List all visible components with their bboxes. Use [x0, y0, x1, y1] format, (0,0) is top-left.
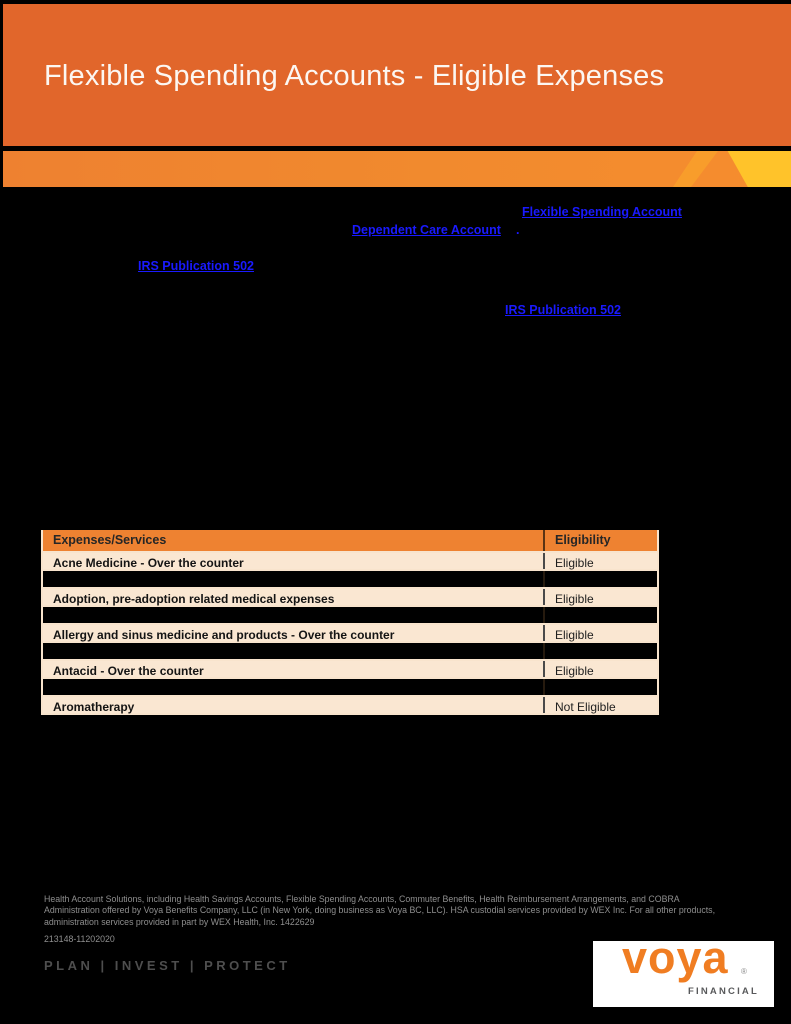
sentence-period: . — [516, 223, 520, 237]
disclaimer-line-3: administration services provided in part by WEX Health, Inc. 1422629 — [44, 916, 315, 927]
spacer-row — [43, 605, 657, 623]
column-header-eligibility: Eligibility — [543, 530, 657, 551]
irs-publication-502-link-2[interactable]: IRS Publication 502 — [505, 303, 622, 317]
expense-name: Aromatherapy — [53, 700, 135, 714]
eligibility-value: Not Eligible — [543, 697, 657, 713]
footer-disclaimer — [44, 894, 756, 928]
flexible-spending-account-link[interactable]: Flexible Spending Account — [522, 205, 682, 219]
spacer-row — [43, 569, 657, 587]
voya-logo-box — [593, 932, 774, 1007]
table-row — [43, 695, 657, 713]
expense-name: Acne Medicine - Over the counter — [53, 556, 244, 570]
irs-publication-502-link-1[interactable]: IRS Publication 502 — [138, 259, 255, 273]
brand-tagline: PLAN | INVEST | PROTECT — [44, 958, 291, 973]
orange-wedge-shape — [673, 151, 733, 187]
page-title: Flexible Spending Accounts - Eligible Expenses — [44, 60, 665, 92]
disclaimer-line-1: Health Account Solutions, including Health Savings Accounts, Flexible Spending Accounts, Commuter Benefits, Health Reimbursement Arrangements, and COBRA — [44, 894, 680, 904]
doc-number: 213148-11202020 — [44, 934, 115, 944]
accent-band — [3, 151, 791, 187]
eligibility-value: Eligible — [543, 553, 657, 569]
eligibility-value: Eligible — [543, 589, 657, 605]
table-row — [43, 659, 657, 677]
expenses-table — [41, 530, 659, 715]
registered-trademark-symbol: ® — [741, 967, 747, 976]
spacer-row — [43, 677, 657, 695]
disclaimer-line-2: Administration offered by Voya Benefits Company, LLC (in New York, doing business as Voya BC, LLC). HSA custodial services provided by WEX Inc. For all other products, — [44, 905, 716, 916]
header-banner — [3, 4, 791, 146]
voya-financial-label: FINANCIAL — [688, 986, 759, 997]
voya-wordmark: voya — [622, 932, 729, 983]
spacer-row — [43, 641, 657, 659]
table-row — [43, 551, 657, 569]
expense-name: Antacid - Over the counter — [53, 664, 204, 678]
table-row — [43, 623, 657, 641]
expense-name: Allergy and sinus medicine and products - Over the counter — [53, 628, 395, 642]
column-header-expenses: Expenses/Services — [53, 533, 167, 547]
dependent-care-account-link[interactable]: Dependent Care Account — [352, 223, 501, 237]
table-header-row — [43, 530, 657, 551]
eligibility-value: Eligible — [543, 625, 657, 641]
expense-name: Adoption, pre-adoption related medical expenses — [53, 592, 335, 606]
eligibility-value: Eligible — [543, 661, 657, 677]
table-row — [43, 587, 657, 605]
